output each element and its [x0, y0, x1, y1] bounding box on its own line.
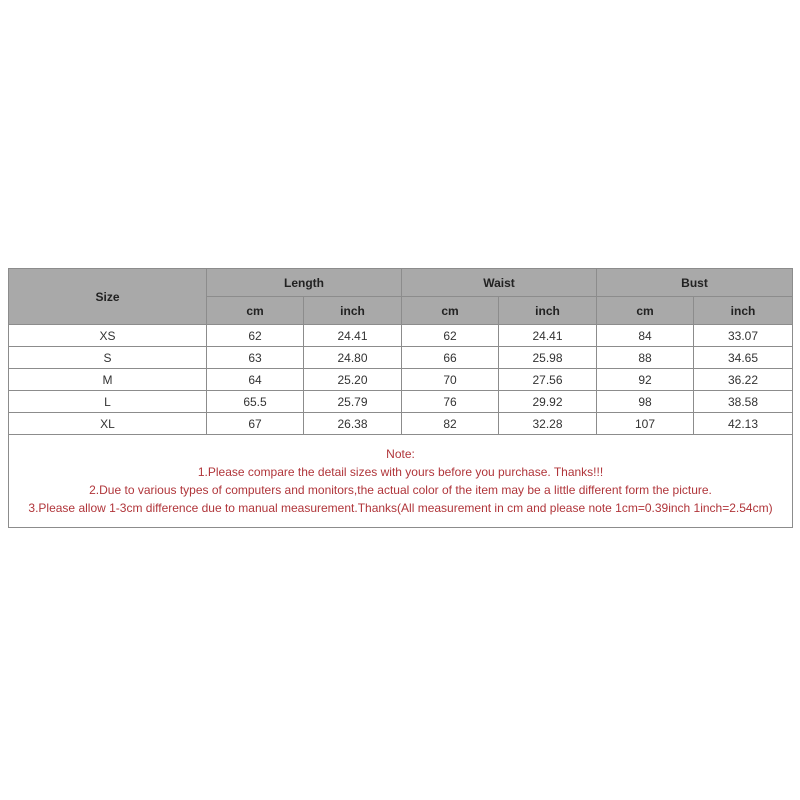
waist-inch-cell: 27.56	[499, 369, 597, 391]
size-cell: XS	[9, 325, 207, 347]
waist-cm-cell: 76	[402, 391, 499, 413]
length-header: Length	[207, 269, 402, 297]
length-inch-cell: 25.79	[304, 391, 402, 413]
note-line-2: 2.Due to various types of computers and monitors,the actual color of the item may be a little different form the picture.	[89, 483, 712, 497]
bust-inch-cell: 33.07	[694, 325, 793, 347]
waist-cm-header: cm	[402, 297, 499, 325]
waist-inch-header: inch	[499, 297, 597, 325]
waist-inch-cell: 25.98	[499, 347, 597, 369]
bust-cm-cell: 98	[597, 391, 694, 413]
bust-cm-cell: 88	[597, 347, 694, 369]
waist-inch-cell: 32.28	[499, 413, 597, 435]
length-inch-header: inch	[304, 297, 402, 325]
bust-inch-cell: 42.13	[694, 413, 793, 435]
notes-section	[9, 435, 793, 528]
bust-cm-cell: 107	[597, 413, 694, 435]
size-cell: S	[9, 347, 207, 369]
bust-inch-cell: 38.58	[694, 391, 793, 413]
length-inch-cell: 24.80	[304, 347, 402, 369]
size-table	[8, 268, 793, 528]
size-cell: XL	[9, 413, 207, 435]
length-inch-cell: 25.20	[304, 369, 402, 391]
length-cm-cell: 64	[207, 369, 304, 391]
waist-header: Waist	[402, 269, 597, 297]
length-cm-cell: 67	[207, 413, 304, 435]
length-inch-cell: 26.38	[304, 413, 402, 435]
note-line-1: 1.Please compare the detail sizes with yours before you purchase. Thanks!!!	[197, 465, 604, 479]
size-chart	[8, 268, 792, 528]
length-cm-cell: 63	[207, 347, 304, 369]
length-cm-header: cm	[207, 297, 304, 325]
table-row	[9, 413, 793, 435]
length-cm-cell: 62	[207, 325, 304, 347]
bust-inch-cell: 34.65	[694, 347, 793, 369]
bust-cm-cell: 92	[597, 369, 694, 391]
length-cm-cell: 65.5	[207, 391, 304, 413]
bust-inch-cell: 36.22	[694, 369, 793, 391]
waist-cm-cell: 70	[402, 369, 499, 391]
waist-cm-cell: 62	[402, 325, 499, 347]
waist-cm-cell: 82	[402, 413, 499, 435]
bust-cm-header: cm	[597, 297, 694, 325]
waist-cm-cell: 66	[402, 347, 499, 369]
bust-inch-header: inch	[694, 297, 793, 325]
notes-title: Note:	[386, 447, 415, 461]
notes-row	[9, 435, 793, 528]
table-row	[9, 325, 793, 347]
bust-cm-cell: 84	[597, 325, 694, 347]
size-header: Size	[9, 269, 207, 325]
table-row	[9, 347, 793, 369]
waist-inch-cell: 24.41	[499, 325, 597, 347]
waist-inch-cell: 29.92	[499, 391, 597, 413]
table-row	[9, 391, 793, 413]
size-cell: M	[9, 369, 207, 391]
bust-header: Bust	[597, 269, 793, 297]
size-cell: L	[9, 391, 207, 413]
length-inch-cell: 24.41	[304, 325, 402, 347]
table-row	[9, 369, 793, 391]
note-line-3: 3.Please allow 1-3cm difference due to manual measurement.Thanks(All measurement in cm and please note 1cm=0.39inch 1inch=2.54cm)	[28, 501, 773, 515]
